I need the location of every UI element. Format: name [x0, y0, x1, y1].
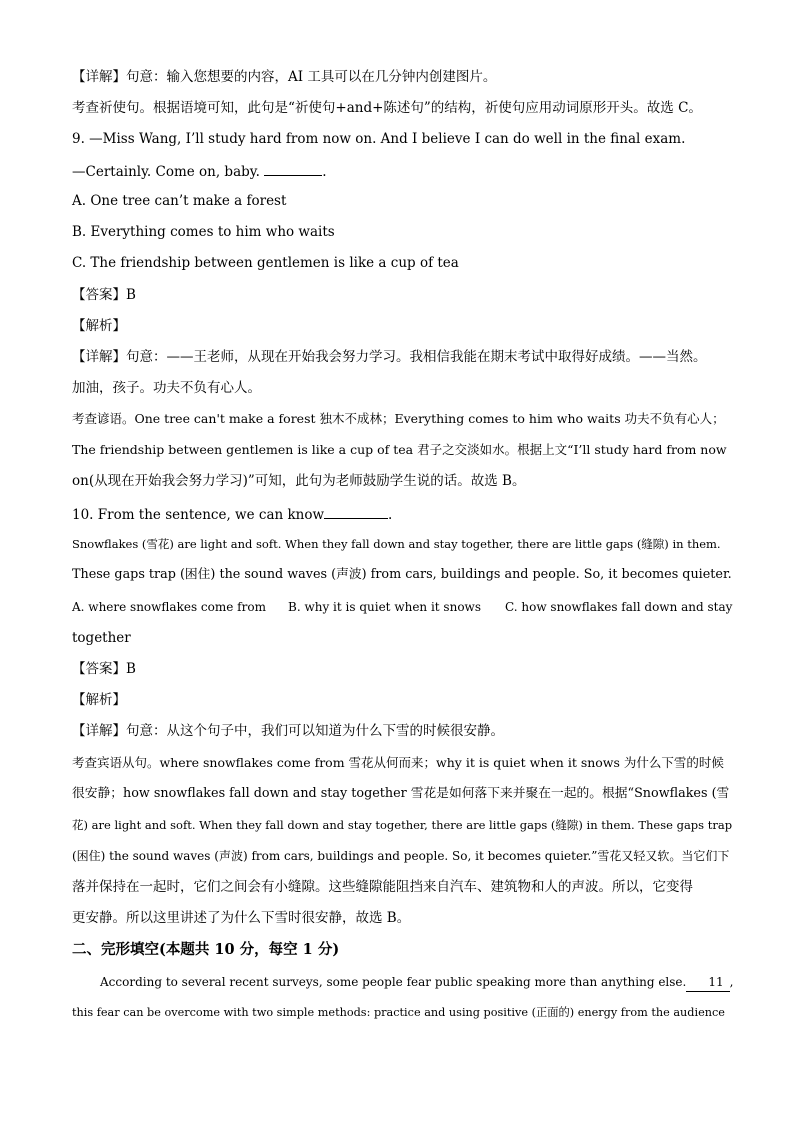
detail-line: 【详解】句意：从这个句子中，我们可以知道为什么下雪的时候很安静。 — [72, 723, 504, 739]
analysis-line: The friendship between gentlemen is like a cup of tea 君子之交淡如水。根据上文“I’ll study hard from now — [72, 442, 727, 457]
passage-line: These gaps trap (困住) the sound waves (声波) from cars, buildings and people. So, it becomes quieter. — [72, 567, 732, 582]
analysis-label: 【解析】 — [72, 318, 126, 334]
question-9-period: . — [322, 164, 327, 180]
cloze-comma: , — [729, 975, 734, 989]
question-9-stem: 9. —Miss Wang, I’ll study hard from now on. And I believe I can do well in the final exam. — [72, 131, 686, 147]
detail-line: 【详解】句意：——王老师，从现在开始我会努力学习。我相信我能在期末考试中取得好成绩。——当然。 — [72, 349, 707, 365]
analysis-line: 很安静；how snowflakes fall down and stay together 雪花是如何落下来并聚在一起的。根据“Snowflakes (雪 — [72, 786, 730, 801]
analysis-line: 考查谚语。One tree can't make a forest 独木不成林；Everything comes to him who waits 功夫不负有心人； — [72, 411, 725, 426]
question-10-text: 10. From the sentence, we can know — [72, 507, 325, 523]
detail-line: 加油，孩子。功夫不负有心人。 — [72, 380, 261, 396]
analysis-line: 花) are light and soft. When they fall down and stay together, there are little gaps (缝隙) in them. These gaps trap — [72, 818, 733, 832]
question-10-period: . — [388, 507, 393, 523]
cloze-text: According to several recent surveys, some people fear public speaking more than anything else. — [100, 975, 687, 989]
answer-label: 【答案】B — [72, 661, 136, 677]
option-b: B. why it is quiet when it snows — [288, 600, 481, 614]
analysis-line: 考查宾语从句。where snowflakes come from 雪花从何而来；why it is quiet when it snows 为什么下雪的时候 — [72, 755, 724, 770]
cloze-passage-line — [100, 973, 732, 992]
answer-label: 【答案】B — [72, 287, 136, 303]
answer-blank — [264, 161, 322, 176]
analysis-line: 落并保持在一起时，它们之间会有小缝隙。这些缝隙能阻挡来自汽车、建筑物和人的声波。所以，它变得 — [72, 879, 693, 895]
analysis-line: on(从现在开始我会努力学习)”可知，此句为老师鼓励学生说的话。故选 B。 — [72, 473, 526, 489]
option-b: B. Everything comes to him who waits — [72, 224, 335, 240]
question-9-reply-text: —Certainly. Come on, baby. — [72, 164, 265, 180]
option-c: C. how snowflakes fall down and stay — [505, 600, 733, 614]
question-9-reply — [72, 161, 732, 181]
analysis-line: (困住) the sound waves (声波) from cars, buildings and people. So, it becomes quieter.”雪花又轻又软。当它们下 — [72, 849, 730, 863]
option-a: A. One tree can’t make a forest — [72, 193, 287, 209]
answer-blank — [324, 504, 388, 519]
analysis-line: 更安静。所以这里讲述了为什么下雪时很安静，故选 B。 — [72, 910, 411, 926]
cloze-passage-line: this fear can be overcome with two simple methods: practice and using positive (正面的) energy from the audience — [72, 1006, 725, 1019]
option-a: A. where snowflakes come from — [72, 600, 266, 614]
question-10-stem — [72, 504, 732, 524]
option-c-continued: together — [72, 630, 131, 646]
detail-line: 【详解】句意：输入您想要的内容，AI 工具可以在几分钟内创建图片。 — [72, 69, 497, 85]
blank-11: 11 — [686, 973, 729, 992]
analysis-label: 【解析】 — [72, 692, 126, 708]
analysis-line: 考查祈使句。根据语境可知，此句是“祈使句+and+陈述句”的结构，祈使句应用动词原形开头。故选 C。 — [72, 100, 702, 116]
option-c: C. The friendship between gentlemen is like a cup of tea — [72, 255, 459, 271]
section-heading: 二、完形填空(本题共 10 分，每空 1 分) — [72, 941, 340, 958]
passage-line: Snowflakes (雪花) are light and soft. When they fall down and stay together, there are little gaps (缝隙) in them. — [72, 537, 721, 551]
